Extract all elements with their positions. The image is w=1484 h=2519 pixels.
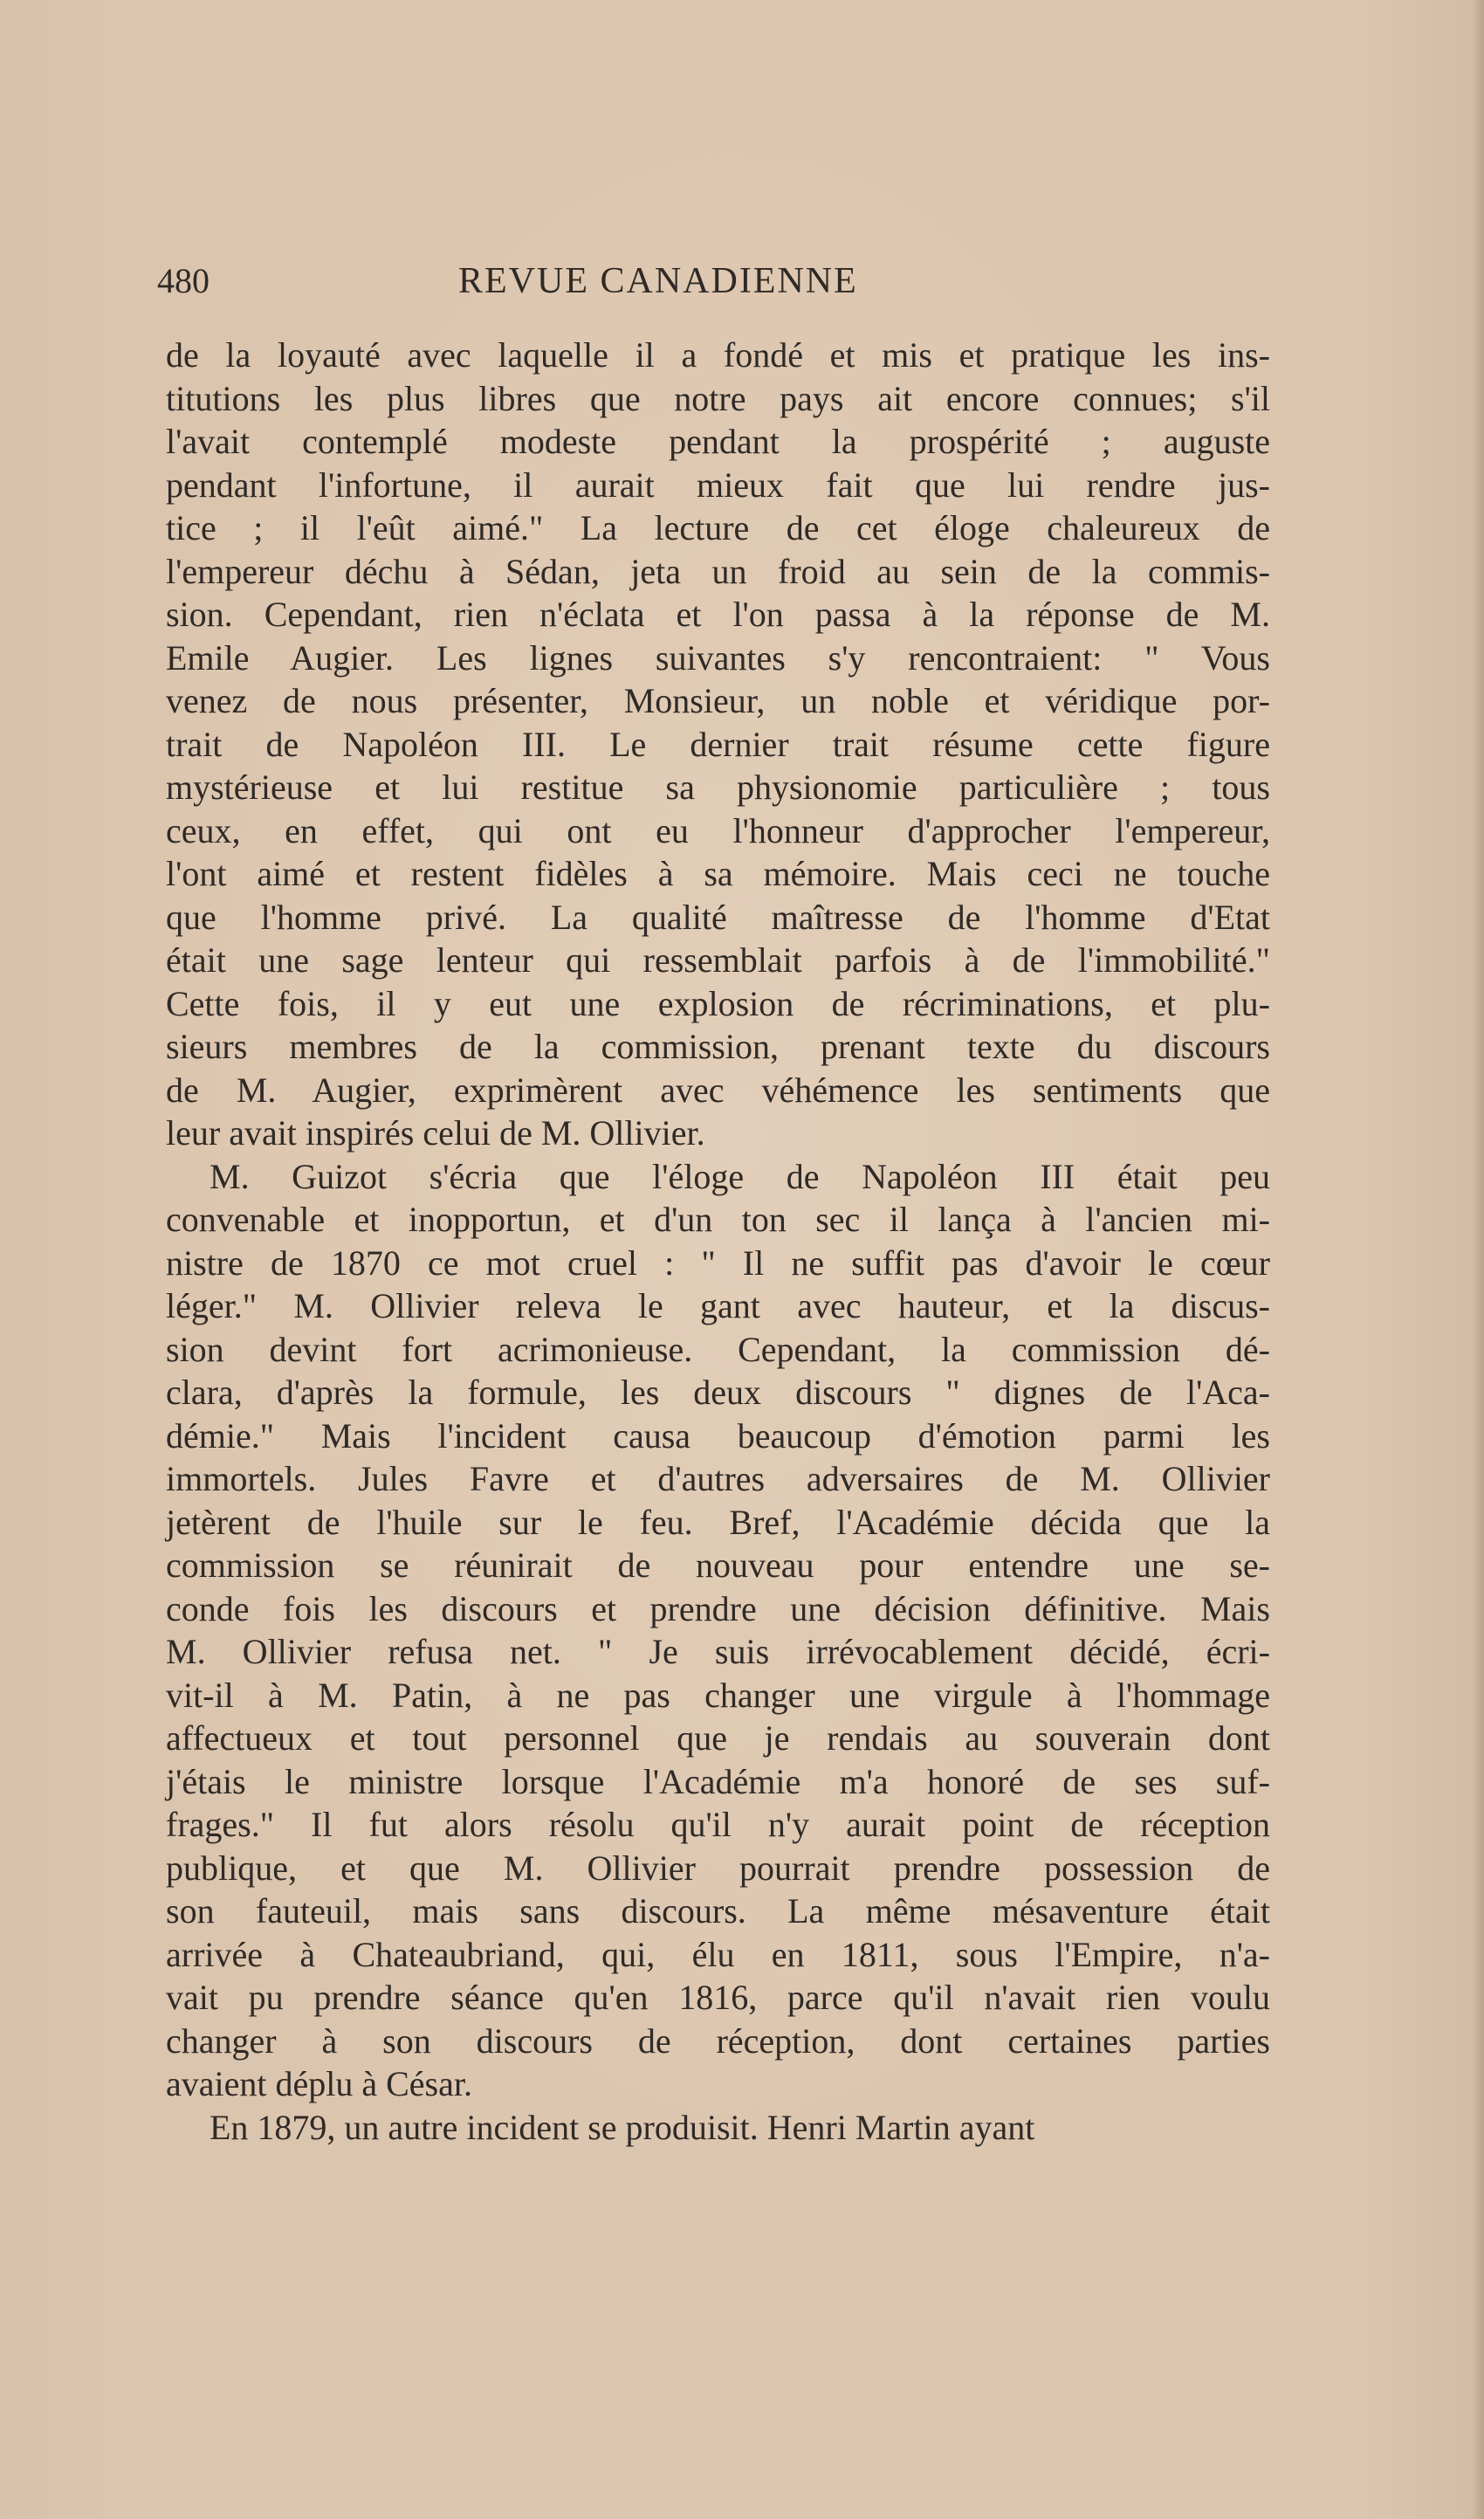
- text-line: venez de nous présenter, Monsieur, un noble et véridique por-: [166, 681, 1270, 720]
- text-line: mystérieuse et lui restitue sa physionomie particulière ; tous: [166, 767, 1270, 807]
- text-line: commission se réunirait de nouveau pour entendre une se-: [166, 1545, 1270, 1585]
- text-line: que l'homme privé. La qualité maîtresse de l'homme d'Etat: [166, 897, 1270, 937]
- text-line: arrivée à Chateaubriand, qui, élu en 1811, sous l'Empire, n'a-: [166, 1934, 1270, 1974]
- text-line: de M. Augier, exprimèrent avec véhémence les sentiments que: [166, 1070, 1270, 1110]
- text-line: Cette fois, il y eut une explosion de récriminations, et plu-: [166, 983, 1270, 1023]
- text-line: frages." Il fut alors résolu qu'il n'y aurait point de réception: [166, 1805, 1270, 1844]
- text-line: vit-il à M. Patin, à ne pas changer une virgule à l'hommage: [166, 1675, 1270, 1715]
- text-line: ceux, en effet, qui ont eu l'honneur d'approcher l'empereur,: [166, 810, 1270, 850]
- text-line: léger." M. Ollivier releva le gant avec hauteur, et la discus-: [166, 1286, 1270, 1325]
- text-line: sion. Cependant, rien n'éclata et l'on passa à la réponse de M.: [166, 595, 1270, 634]
- text-line: de la loyauté avec laquelle il a fondé et mis et pratique les ins-: [166, 335, 1270, 375]
- text-line: j'étais le ministre lorsque l'Académie m'a honoré de ses suf-: [166, 1761, 1270, 1801]
- text-line: l'empereur déchu à Sédan, jeta un froid au sein de la commis-: [166, 551, 1270, 591]
- text-line: jetèrent de l'huile sur le feu. Bref, l'Académie décida que la: [166, 1502, 1270, 1542]
- page-number: 480: [157, 261, 210, 300]
- text-line: En 1879, un autre incident se produisit. Henri Martin ayant: [210, 2107, 1035, 2147]
- text-line: sieurs membres de la commission, prenant texte du discours: [166, 1027, 1270, 1066]
- text-line: sion devint fort acrimonieuse. Cependant, la commission dé-: [166, 1329, 1270, 1369]
- text-line: pendant l'infortune, il aurait mieux fait que lui rendre jus-: [166, 465, 1270, 505]
- text-line: nistre de 1870 ce mot cruel : " Il ne suffit pas d'avoir le cœur: [166, 1242, 1270, 1283]
- text-line: l'ont aimé et restent fidèles à sa mémoire. Mais ceci ne touche: [166, 854, 1270, 893]
- text-line: tice ; il l'eût aimé." La lecture de cet éloge chaleureux de: [166, 508, 1270, 547]
- text-line: était une sage lenteur qui ressemblait parfois à de l'immobilité.": [166, 940, 1270, 980]
- text-line: changer à son discours de réception, dont certaines parties: [166, 2020, 1270, 2061]
- text-line: immortels. Jules Favre et d'autres adversaires de M. Ollivier: [166, 1459, 1270, 1498]
- text-line: démie." Mais l'incident causa beaucoup d'émotion parmi les: [166, 1415, 1270, 1456]
- text-line: affectueux et tout personnel que je rendais au souverain dont: [166, 1718, 1270, 1758]
- text-line: conde fois les discours et prendre une décision définitive. Mais: [166, 1588, 1270, 1628]
- page-header: [157, 255, 1273, 307]
- running-title: REVUE CANADIENNE: [458, 261, 858, 301]
- text-line: Emile Augier. Les lignes suivantes s'y rencontraient: " Vous: [166, 637, 1270, 678]
- text-line: vait pu prendre séance qu'en 1816, parce qu'il n'avait rien voulu: [166, 1978, 1270, 2017]
- text-line: convenable et inopportun, et d'un ton sec il lança à l'ancien mi-: [166, 1200, 1270, 1239]
- text-line: trait de Napoléon III. Le dernier trait résume cette figure: [166, 724, 1270, 764]
- body-text: [166, 334, 1270, 2149]
- text-line: M. Guizot s'écria que l'éloge de Napoléon III était peu: [210, 1156, 1270, 1196]
- text-line: son fauteuil, mais sans discours. La même mésaventure était: [166, 1891, 1270, 1931]
- page-edge-shadow: [1472, 0, 1484, 2519]
- text-line: M. Ollivier refusa net. " Je suis irrévocablement décidé, écri-: [166, 1632, 1270, 1671]
- text-line: clara, d'après la formule, les deux discours " dignes de l'Aca-: [166, 1373, 1270, 1412]
- text-line: leur avait inspirés celui de M. Ollivier.: [166, 1113, 705, 1153]
- text-line: publique, et que M. Ollivier pourrait prendre possession de: [166, 1848, 1270, 1888]
- text-line: titutions les plus libres que notre pays ait encore connues; s'il: [166, 378, 1270, 418]
- text-line: l'avait contemplé modeste pendant la prospérité ; auguste: [166, 422, 1270, 461]
- text-line: avaient déplu à César.: [166, 2064, 472, 2103]
